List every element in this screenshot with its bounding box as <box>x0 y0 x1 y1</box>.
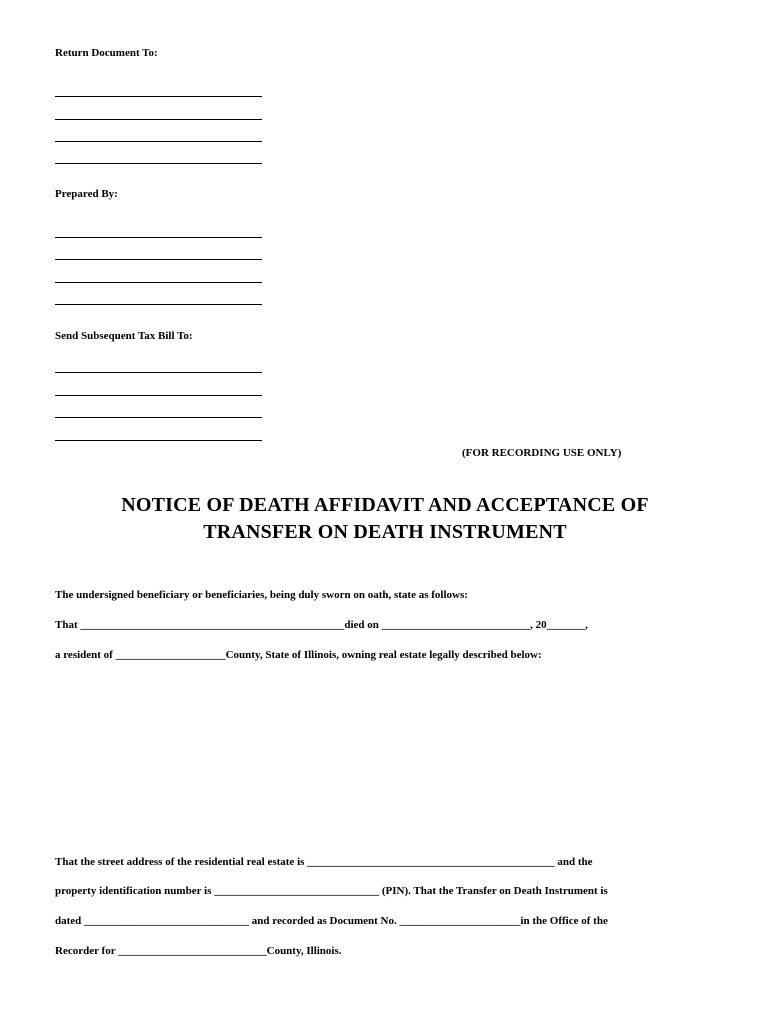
tax-bill-line-3 <box>55 417 262 418</box>
document-title-line-1: NOTICE OF DEATH AFFIDAVIT AND ACCEPTANCE OF <box>121 494 649 516</box>
tax-bill-line-4 <box>55 440 262 441</box>
recording-use-note: (FOR RECORDING USE ONLY) <box>462 447 622 459</box>
street-address-line: That the street address of the residential real estate is _____________________________________________ and the <box>55 856 593 868</box>
tax-bill-line-2 <box>55 395 262 396</box>
decedent-death-line: That ________________________________________________died on ___________________________, 20_______, <box>55 619 588 631</box>
return-address-line-4 <box>55 163 262 164</box>
return-document-label: Return Document To: <box>55 47 158 59</box>
dated-recorded-line: dated ______________________________ and recorded as Document No. ______________________in the Office of the <box>55 915 608 927</box>
return-address-line-2 <box>55 119 262 120</box>
recorder-county-line: Recorder for ___________________________County, Illinois. <box>55 945 342 957</box>
prepared-by-label: Prepared By: <box>55 188 118 200</box>
intro-statement: The undersigned beneficiary or beneficiaries, being duly sworn on oath, state as follows: <box>55 589 468 601</box>
return-address-line-3 <box>55 141 262 142</box>
pin-line: property identification number is ______________________________ (PIN). That the Transfer on Death Instrument is <box>55 885 608 897</box>
prepared-by-line-2 <box>55 259 262 260</box>
tax-bill-line-1 <box>55 372 262 373</box>
document-title-line-2: TRANSFER ON DEATH INSTRUMENT <box>203 521 567 543</box>
prepared-by-line-1 <box>55 237 262 238</box>
prepared-by-line-4 <box>55 304 262 305</box>
tax-bill-label: Send Subsequent Tax Bill To: <box>55 330 193 342</box>
return-address-line-1 <box>55 96 262 97</box>
prepared-by-line-3 <box>55 282 262 283</box>
residence-line: a resident of ____________________County, State of Illinois, owning real estate legally described below: <box>55 649 542 661</box>
